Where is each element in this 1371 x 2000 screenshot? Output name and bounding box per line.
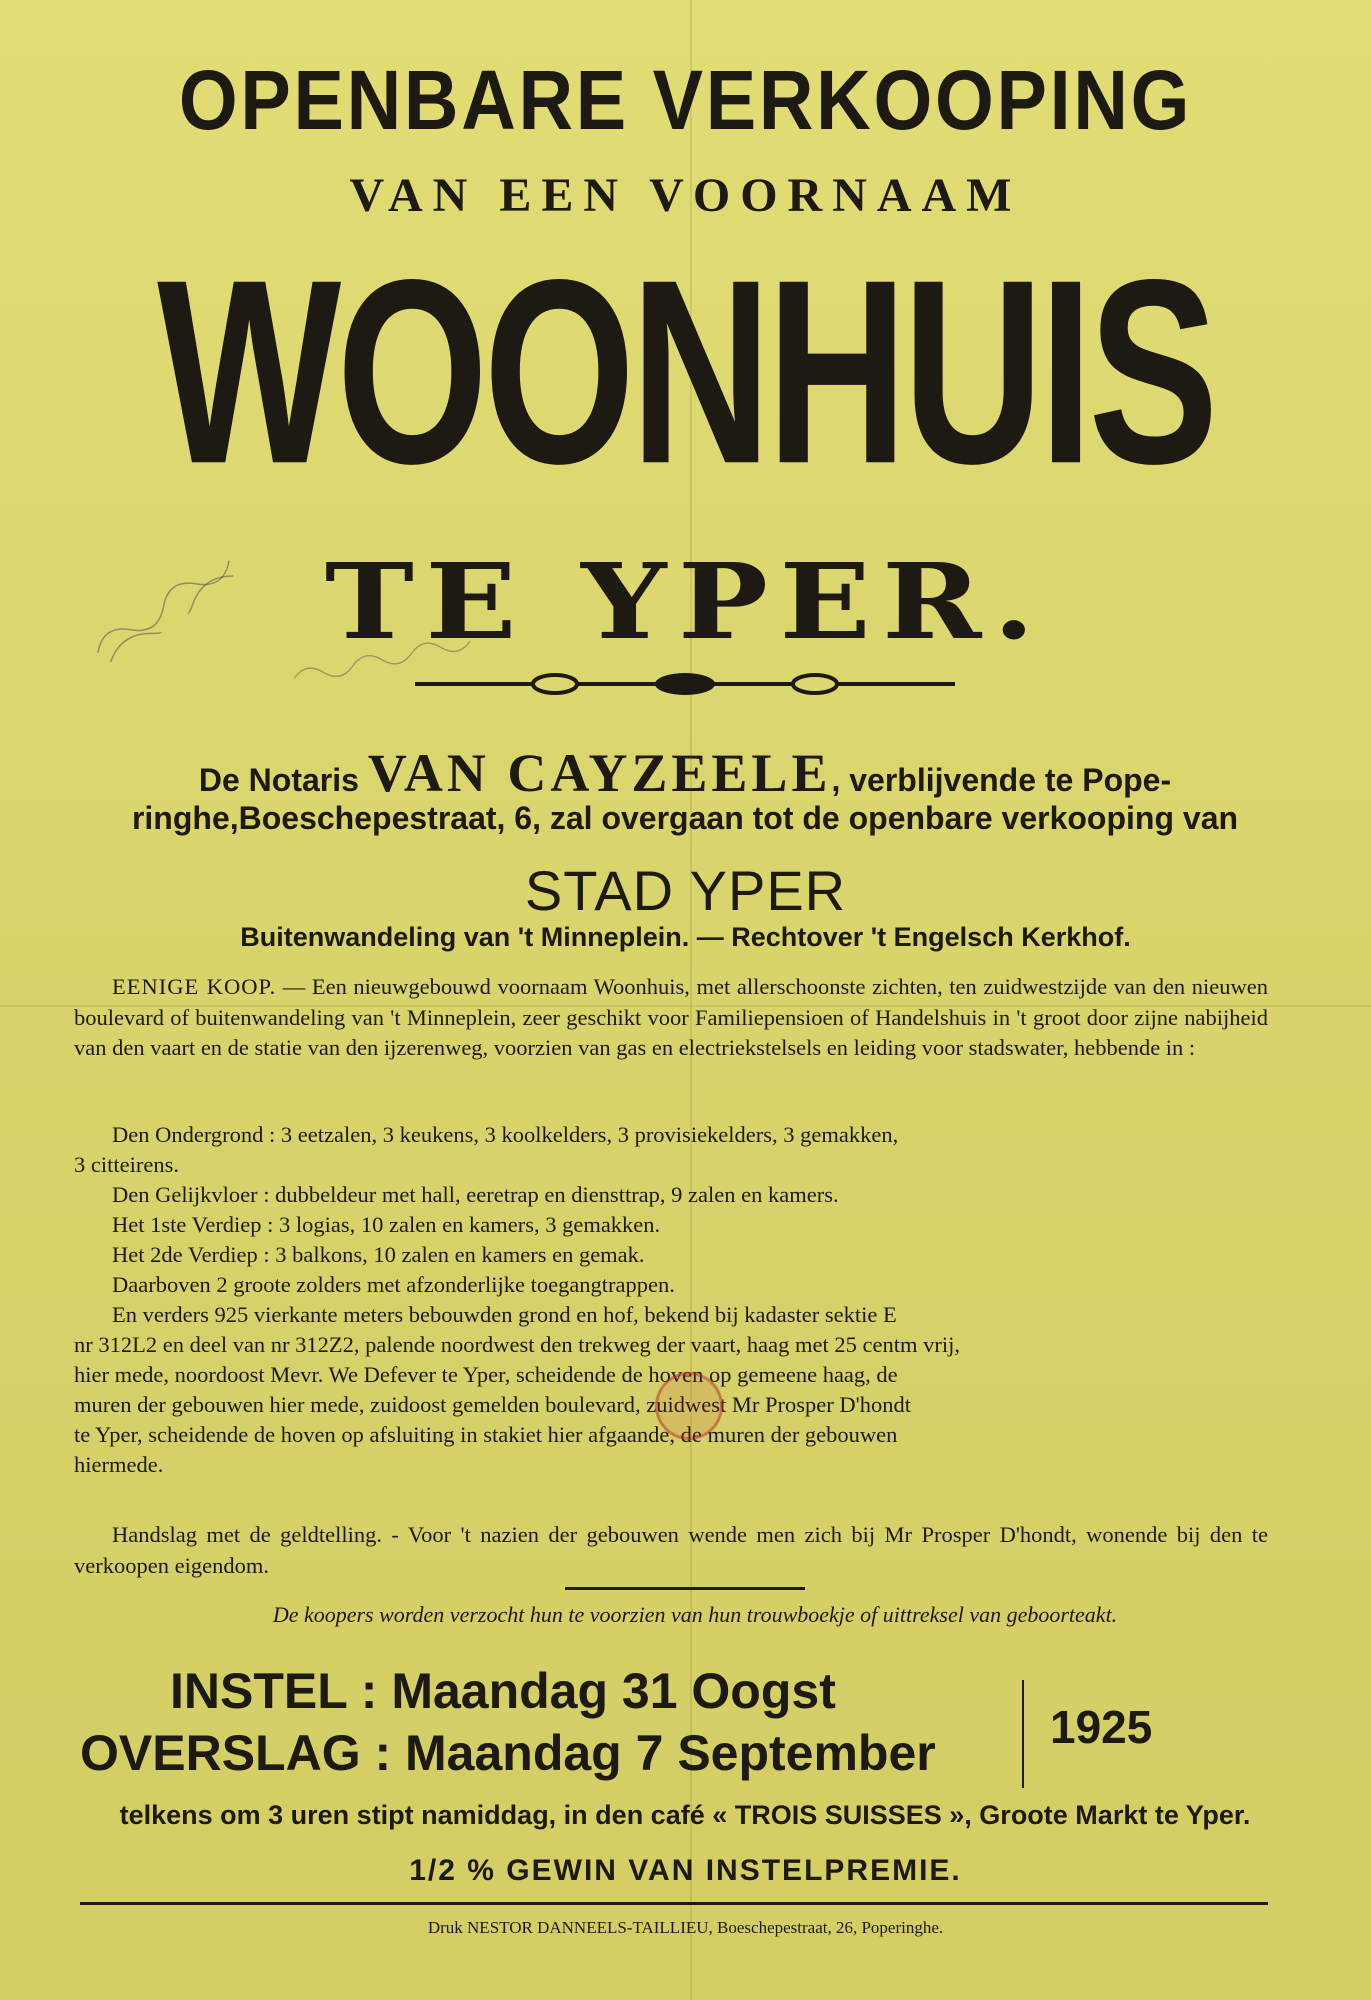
floor-line-6: En verders 925 vierkante meters bebouwden grond en hof, bekend bij kadaster sektie E <box>112 1302 897 1327</box>
overslag-date: OVERSLAG : Maandag 7 September <box>80 1725 936 1781</box>
floor-line-10: te Yper, scheidende de hoven op afsluiting in stakiet hier afgaande, de muren der gebouwen <box>74 1422 898 1447</box>
notary-prefix: De Notaris <box>198 762 359 798</box>
title-main: WOONHUIS <box>157 225 1214 518</box>
title-location: TE YPER. <box>324 540 1047 663</box>
description-lead: EENIGE KOOP. <box>112 974 277 999</box>
title-line-1: OPENBARE VERKOOPING <box>178 53 1193 147</box>
floor-line-8: hier mede, noordoost Mevr. We Defever te Yper, scheidende de hoven op gemeene haag, de <box>74 1362 898 1387</box>
notary-name: VAN CAYZEELE <box>367 743 832 803</box>
date-bracket <box>1022 1680 1024 1788</box>
separator-rule <box>565 1587 805 1590</box>
floor-line-2: Den Gelijkvloer : dubbeldeur met hall, eeretrap en diensttrap, 9 zalen en kamers. <box>112 1182 839 1207</box>
instel-date: INSTEL : Maandag 31 Oogst <box>170 1663 836 1719</box>
sale-times: telkens om 3 uren stipt namiddag, in den café « TROIS SUISSES », Groote Markt te Yper. <box>119 1800 1251 1830</box>
floor-line-4: Het 2de Verdiep : 3 balkons, 10 zalen en kamers en gemak. <box>112 1242 645 1267</box>
notary-line-1 <box>80 742 1290 804</box>
floor-line-9: muren der gebouwen hier mede, zuidoost gemelden boulevard, zuidwest Mr Prosper D'hondt <box>74 1392 911 1417</box>
payment-paragraph: Handslag met de geldtelling. - Voor 't nazien der gebouwen wende men zich bij Mr Prosper D'hondt, wonende bij den te verkoopen eigendom. <box>74 1522 1268 1578</box>
sale-dates <box>80 1660 936 1784</box>
title-line-2: VAN EEN VOORNAAM <box>349 169 1022 222</box>
red-stamp-icon <box>655 1372 723 1440</box>
notary-suffix: , verblijvende te Pope- <box>831 762 1172 798</box>
floor-line-3: Het 1ste Verdiep : 3 logias, 10 zalen en kamers, 3 gemakken. <box>112 1212 661 1237</box>
floor-line-0: Den Ondergrond : 3 eetzalen, 3 keukens, 3 koolkelders, 3 provisiekelders, 3 gemakken, <box>112 1122 899 1147</box>
description-intro-text: — Een nieuwgebouwd voornaam Woonhuis, met allerschoonste zichten, ten zuidwestzijde van den nieuwen boulevard of buitenwandeling van 't Minneplein, zeer geschikt voor Familiepensioen of Handelshuis in 't groot door zijne nabijheid van den vaart en de statie van den ijzerenweg, voorzien van gas en electriekstelsels en leiding voor stadswater, hebbende in : <box>74 974 1268 1060</box>
floor-line-7: nr 312L2 en deel van nr 312Z2, palende noordwest den trekweg der vaart, haag met 25 centm vrij, <box>74 1332 960 1357</box>
property-city: STAD YPER <box>524 859 847 922</box>
ornament-rule-icon <box>415 664 955 704</box>
property-subtitle: Buitenwandeling van 't Minneplein. — Rechtover 't Engelsch Kerkhof. <box>240 922 1131 952</box>
floor-line-5: Daarboven 2 groote zolders met afzonderlijke toegangtrappen. <box>112 1272 675 1297</box>
bottom-rule <box>80 1902 1268 1905</box>
premium-line: 1/2 % GEWIN VAN INSTELPREMIE. <box>409 1854 962 1887</box>
description-intro <box>74 972 1268 1064</box>
sale-year: 1925 <box>1050 1701 1153 1753</box>
floor-line-1: 3 citteirens. <box>74 1152 179 1177</box>
floor-line-11: hiermede. <box>74 1452 164 1477</box>
printer-credit: Druk NESTOR DANNEELS-TAILLIEU, Boeschepestraat, 26, Poperinghe. <box>427 1918 944 1937</box>
buyers-note: De koopers worden verzocht hun te voorzien van hun trouwboekje of uittreksel van geboorteakt. <box>272 1602 1118 1627</box>
notary-line-2: ringhe,Boeschepestraat, 6, zal overgaan tot de openbare verkooping van <box>131 800 1239 836</box>
